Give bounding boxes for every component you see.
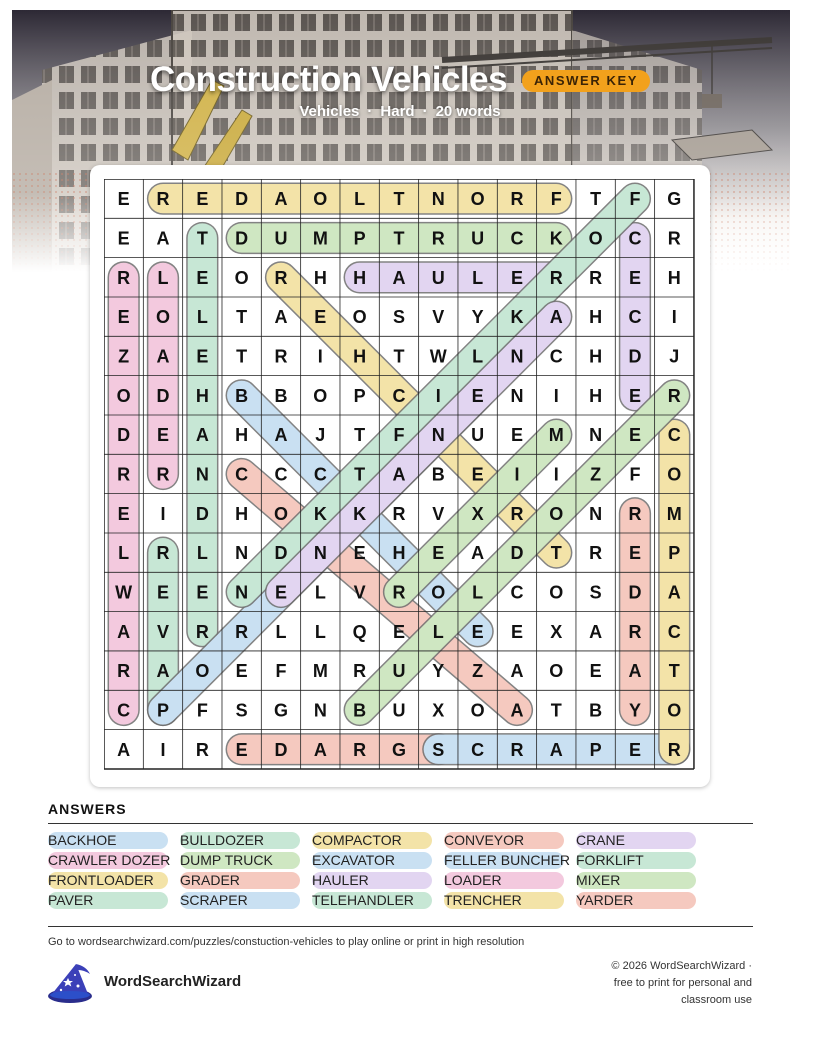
answer-label: SCRAPER xyxy=(180,892,248,908)
grid-letter: O xyxy=(549,582,564,603)
grid-letter: R xyxy=(195,621,209,642)
grid-letter: E xyxy=(196,267,209,288)
page-title: Construction Vehicles xyxy=(150,60,508,99)
grid-letter: N xyxy=(235,543,249,564)
answer-label: DUMP TRUCK xyxy=(180,852,273,868)
grid-letter: C xyxy=(274,464,288,485)
grid-letter: D xyxy=(274,543,288,564)
grid-letter: T xyxy=(236,307,248,328)
grid-letter: E xyxy=(471,464,484,485)
answer-grader xyxy=(180,872,300,889)
grid-letter: N xyxy=(431,425,445,446)
grid-letter: N xyxy=(313,543,327,564)
grid-letter: H xyxy=(235,503,249,524)
grid-letter: U xyxy=(471,425,485,446)
grid-letter: I xyxy=(317,346,323,367)
grid-letter: E xyxy=(510,621,523,642)
grid-letter: I xyxy=(514,464,520,485)
grid-letter: C xyxy=(392,385,406,406)
grid-letter: E xyxy=(156,425,170,446)
grid-letter: L xyxy=(472,267,484,288)
answer-label: EXCAVATOR xyxy=(312,852,395,868)
grid-letter: M xyxy=(548,425,564,446)
grid-letter: H xyxy=(589,385,603,406)
answer-excavator xyxy=(312,852,432,869)
grid-letter: E xyxy=(156,582,170,603)
answer-label: BACKHOE xyxy=(48,832,117,848)
grid-letter: T xyxy=(550,543,562,564)
grid-letter: D xyxy=(235,189,249,210)
grid-letter: R xyxy=(353,661,367,682)
answer-feller-buncher xyxy=(444,852,571,869)
grid-letter: E xyxy=(392,621,405,642)
answer-label: MIXER xyxy=(576,872,621,888)
grid-letter: A xyxy=(510,700,524,721)
grid-letter: C xyxy=(510,228,524,249)
grid-letter: O xyxy=(588,228,603,249)
grid-letter: A xyxy=(589,621,603,642)
grid-letter: R xyxy=(510,503,524,524)
grid-letter: R xyxy=(667,228,681,249)
grid-letter: U xyxy=(274,228,288,249)
grid-letter: T xyxy=(668,661,680,682)
grid-letter: N xyxy=(235,582,249,603)
grid-letter: E xyxy=(117,228,130,249)
grid-letter: R xyxy=(117,464,131,485)
grid-letter: J xyxy=(669,346,680,367)
answer-label: TELEHANDLER xyxy=(312,892,414,908)
grid-letter: R xyxy=(274,346,288,367)
grid-letter: Z xyxy=(118,346,130,367)
category-label: Vehicles xyxy=(299,103,360,120)
grid-letter: A xyxy=(274,425,288,446)
grid-letter: U xyxy=(431,267,445,288)
grid-letter: R xyxy=(589,543,603,564)
grid-letter: A xyxy=(667,582,681,603)
answer-key-badge: ANSWER KEY xyxy=(522,70,650,92)
answer-trencher xyxy=(444,892,564,909)
grid-letter: Y xyxy=(628,700,641,721)
grid-letter: A xyxy=(156,346,170,367)
grid-letter: F xyxy=(196,700,208,721)
grid-letter: E xyxy=(628,385,641,406)
grid-letter: E xyxy=(432,543,445,564)
grid-letter: R xyxy=(628,621,642,642)
answer-label: CRAWLER DOZER xyxy=(48,852,171,868)
grid-letter: C xyxy=(235,464,249,485)
answer-label: TRENCHER xyxy=(444,892,522,908)
grid-letter: I xyxy=(671,307,677,328)
grid-letter: L xyxy=(354,189,366,210)
grid-letter: H xyxy=(195,385,209,406)
grid-letter: A xyxy=(549,307,563,328)
separator: · xyxy=(367,103,373,120)
answer-loader xyxy=(444,872,564,889)
separator: · xyxy=(422,103,428,120)
answer-backhoe xyxy=(48,832,168,849)
grid-letter: H xyxy=(235,425,249,446)
grid-letter: P xyxy=(156,700,170,721)
grid-letter: P xyxy=(589,739,602,760)
grid-letter: H xyxy=(353,267,367,288)
grid-letter: A xyxy=(156,228,170,249)
grid-letter: L xyxy=(472,582,484,603)
grid-letter: B xyxy=(235,385,249,406)
grid-letter: A xyxy=(117,621,131,642)
answer-label: CRANE xyxy=(576,832,626,848)
grid-letter: C xyxy=(313,464,327,485)
grid-letter: G xyxy=(273,700,288,721)
grid-letter: E xyxy=(314,307,327,328)
grid-letter: A xyxy=(628,661,642,682)
answer-forklift xyxy=(576,852,696,869)
grid-letter: L xyxy=(314,621,326,642)
wizard-hat-icon xyxy=(46,962,94,1011)
grid-letter: A xyxy=(195,425,209,446)
grid-letter: O xyxy=(549,661,564,682)
grid-letter: B xyxy=(589,700,603,721)
grid-letter: T xyxy=(196,228,208,249)
answer-label: GRADER xyxy=(180,872,240,888)
grid-letter: O xyxy=(352,307,367,328)
grid-letter: I xyxy=(160,739,166,760)
grid-letter: V xyxy=(353,582,366,603)
grid-letter: D xyxy=(510,543,524,564)
grid-letter: F xyxy=(393,425,405,446)
grid-letter: H xyxy=(392,543,406,564)
grid-letter: D xyxy=(195,503,209,524)
grid-letter: A xyxy=(549,739,563,760)
grid-letter: O xyxy=(313,385,328,406)
grid-letter: H xyxy=(353,346,367,367)
grid-letter: Q xyxy=(352,621,367,642)
grid-letter: R xyxy=(589,267,603,288)
answer-label: YARDER xyxy=(576,892,634,908)
grid-letter: O xyxy=(195,661,210,682)
grid-letter: I xyxy=(435,385,441,406)
grid-letter: F xyxy=(629,464,641,485)
grid-letter: T xyxy=(354,464,366,485)
grid-letter: A xyxy=(313,739,327,760)
grid-letter: R xyxy=(156,464,170,485)
answer-bulldozer xyxy=(180,832,300,849)
grid-letter: X xyxy=(432,700,445,721)
grid-letter: O xyxy=(431,582,446,603)
grid-letter: Y xyxy=(471,307,484,328)
grid-letter: U xyxy=(471,228,485,249)
grid-letter: D xyxy=(117,425,131,446)
grid-letter: T xyxy=(393,228,405,249)
grid-letter: N xyxy=(431,189,445,210)
grid-letter: O xyxy=(667,700,682,721)
grid-letter: L xyxy=(196,307,208,328)
grid-letter: A xyxy=(117,739,131,760)
grid-letter: H xyxy=(589,346,603,367)
grid-letter: X xyxy=(550,621,563,642)
grid-letter: C xyxy=(510,582,524,603)
grid-letter: C xyxy=(549,346,563,367)
answer-label: FRONTLOADER xyxy=(48,872,154,888)
grid-letter: E xyxy=(510,425,523,446)
grid-letter: R xyxy=(235,621,249,642)
grid-letter: E xyxy=(117,503,130,524)
grid-letter: I xyxy=(553,464,559,485)
grid-letter: R xyxy=(510,189,524,210)
grid-letter: R xyxy=(510,739,524,760)
grid-letter: P xyxy=(353,228,366,249)
grid-letter: B xyxy=(274,385,288,406)
grid-letter: B xyxy=(431,464,445,485)
grid-letter: R xyxy=(117,267,131,288)
grid-letter: N xyxy=(510,346,524,367)
grid-letter: U xyxy=(392,661,406,682)
word-search-grid xyxy=(104,179,697,772)
copyright-line: © 2026 WordSearchWizard · xyxy=(611,960,752,972)
grid-letter: M xyxy=(312,228,328,249)
grid-letter: O xyxy=(470,700,485,721)
answer-label: CONVEYOR xyxy=(444,832,525,848)
grid-letter: B xyxy=(353,700,367,721)
grid-letter: R xyxy=(392,503,406,524)
grid-letter: L xyxy=(432,621,444,642)
grid-letter: M xyxy=(312,661,328,682)
brand-name: WordSearchWizard xyxy=(104,973,242,990)
answer-label: COMPACTOR xyxy=(312,832,402,848)
grid-letter: I xyxy=(553,385,559,406)
grid-letter: D xyxy=(628,346,642,367)
grid-letter: C xyxy=(471,739,485,760)
divider xyxy=(48,926,753,927)
grid-letter: S xyxy=(235,700,248,721)
grid-letter: E xyxy=(471,385,484,406)
grid-letter: V xyxy=(432,307,445,328)
grid-letter: R xyxy=(156,543,170,564)
copyright xyxy=(552,958,752,1009)
grid-letter: D xyxy=(235,228,249,249)
grid-letter: K xyxy=(313,503,327,524)
grid-letter: E xyxy=(235,661,248,682)
grid-letter: R xyxy=(667,385,681,406)
grid-letter: D xyxy=(156,385,170,406)
answers-heading: ANSWERS xyxy=(48,801,127,817)
grid-letter: O xyxy=(273,503,288,524)
grid-letter: J xyxy=(315,425,326,446)
grid-letter: N xyxy=(195,464,209,485)
grid-letter: N xyxy=(589,503,603,524)
grid-letter: L xyxy=(275,621,287,642)
grid-letter: E xyxy=(589,661,602,682)
grid-letter: M xyxy=(666,503,682,524)
grid-letter: E xyxy=(628,739,641,760)
grid-letter: R xyxy=(274,267,288,288)
grid-letter: T xyxy=(236,346,248,367)
grid-letter: H xyxy=(589,307,603,328)
grid-letter: F xyxy=(550,189,562,210)
grid-letter: L xyxy=(314,582,326,603)
grid-letter: E xyxy=(353,543,366,564)
grid-letter: S xyxy=(432,739,445,760)
grid-letter: A xyxy=(274,189,288,210)
grid-letter: K xyxy=(353,503,367,524)
grid-letter: E xyxy=(196,582,209,603)
answer-label: BULLDOZER xyxy=(180,832,265,848)
grid-letter: T xyxy=(393,346,405,367)
grid-letter: R xyxy=(156,189,170,210)
grid-letter: O xyxy=(116,385,131,406)
grid-letter: G xyxy=(667,189,682,210)
grid-letter: A xyxy=(392,267,406,288)
copyright-line: classroom use xyxy=(681,994,752,1006)
grid-letter: R xyxy=(431,228,445,249)
grid-letter: O xyxy=(155,307,171,328)
answer-label: LOADER xyxy=(444,872,502,888)
grid-letter: Z xyxy=(472,661,484,682)
grid-letter: N xyxy=(589,425,603,446)
grid-letter: O xyxy=(549,503,564,524)
grid-letter: N xyxy=(313,700,327,721)
grid-letter: C xyxy=(117,700,131,721)
grid-letter: P xyxy=(353,385,366,406)
copyright-line: free to print for personal and xyxy=(613,977,752,989)
grid-letter: E xyxy=(196,189,209,210)
grid-letter: F xyxy=(629,189,641,210)
answer-label: PAVER xyxy=(48,892,94,908)
grid-letter: A xyxy=(274,307,288,328)
answer-hauler xyxy=(312,872,432,889)
grid-letter: E xyxy=(117,307,130,328)
word-count-label: 20 words xyxy=(435,103,501,120)
grid-letter: O xyxy=(667,464,682,485)
grid-letter: O xyxy=(470,189,485,210)
answer-telehandler xyxy=(312,892,432,909)
grid-letter: R xyxy=(392,582,406,603)
grid-letter: I xyxy=(160,503,166,524)
grid-letter: D xyxy=(628,582,642,603)
answer-yarder xyxy=(576,892,696,909)
grid-letter: T xyxy=(590,189,602,210)
grid-letter: K xyxy=(510,307,524,328)
grid-letter: T xyxy=(550,700,562,721)
grid-letter: R xyxy=(628,503,642,524)
answer-compactor xyxy=(312,832,432,849)
grid-letter: S xyxy=(392,307,405,328)
grid-letter: A xyxy=(471,543,485,564)
answer-scraper xyxy=(180,892,300,909)
grid-letter: O xyxy=(313,189,328,210)
grid-letter: A xyxy=(510,661,524,682)
grid-letter: L xyxy=(118,543,130,564)
answer-frontloader xyxy=(48,872,168,889)
grid-letter: E xyxy=(471,621,484,642)
answer-mixer xyxy=(576,872,696,889)
grid-letter: P xyxy=(668,543,681,564)
grid-letter: N xyxy=(510,385,524,406)
grid-letter: A xyxy=(392,464,406,485)
answer-crane xyxy=(576,832,696,849)
grid-letter: C xyxy=(628,228,642,249)
grid-letter: C xyxy=(667,425,681,446)
grid-letter: R xyxy=(667,739,681,760)
grid-letter: T xyxy=(393,189,405,210)
grid-letter: V xyxy=(156,621,170,642)
grid-letter: E xyxy=(510,267,523,288)
grid-letter: R xyxy=(549,267,563,288)
puzzle-meta xyxy=(150,103,650,120)
answer-label: FORKLIFT xyxy=(576,852,644,868)
difficulty-label: Hard xyxy=(380,103,415,120)
grid-letter: R xyxy=(195,739,209,760)
grid-letter: L xyxy=(196,543,208,564)
grid-letter: E xyxy=(235,739,248,760)
grid-letter: E xyxy=(628,267,641,288)
play-online-link[interactable]: Go to wordsearchwizard.com/puzzles/constuction-vehicles to play online or print in high resolution xyxy=(48,936,525,948)
answer-crawler-dozer xyxy=(48,852,171,869)
answer-dump-truck xyxy=(180,852,300,869)
grid-letter: R xyxy=(353,739,367,760)
grid-letter: L xyxy=(472,346,484,367)
grid-letter: G xyxy=(391,739,406,760)
answer-paver xyxy=(48,892,168,909)
grid-letter: Z xyxy=(590,464,602,485)
grid-letter: E xyxy=(628,425,641,446)
grid-letter: C xyxy=(667,621,681,642)
grid-letter: E xyxy=(196,346,209,367)
grid-letter: W xyxy=(429,346,447,367)
grid-letter: A xyxy=(156,661,170,682)
grid-letter: H xyxy=(313,267,327,288)
answer-conveyor xyxy=(444,832,564,849)
grid-letter: Y xyxy=(432,661,445,682)
grid-letter: V xyxy=(432,503,445,524)
grid-letter: O xyxy=(234,267,249,288)
grid-letter: K xyxy=(549,228,563,249)
grid-letter: L xyxy=(157,267,169,288)
grid-letter: F xyxy=(275,661,287,682)
grid-letter: E xyxy=(274,582,287,603)
grid-letter: D xyxy=(274,739,288,760)
grid-letter: H xyxy=(667,267,681,288)
divider xyxy=(48,823,753,824)
grid-letter: U xyxy=(392,700,406,721)
grid-letter: S xyxy=(589,582,602,603)
grid-letter: C xyxy=(628,307,642,328)
grid-letter: X xyxy=(471,503,484,524)
grid-letter: E xyxy=(628,543,641,564)
answer-label: FELLER BUNCHER xyxy=(444,852,571,868)
answer-label: HAULER xyxy=(312,872,369,888)
grid-letter: E xyxy=(117,189,130,210)
grid-letter: W xyxy=(115,582,133,603)
grid-letter: R xyxy=(117,661,131,682)
grid-letter: T xyxy=(354,425,366,446)
